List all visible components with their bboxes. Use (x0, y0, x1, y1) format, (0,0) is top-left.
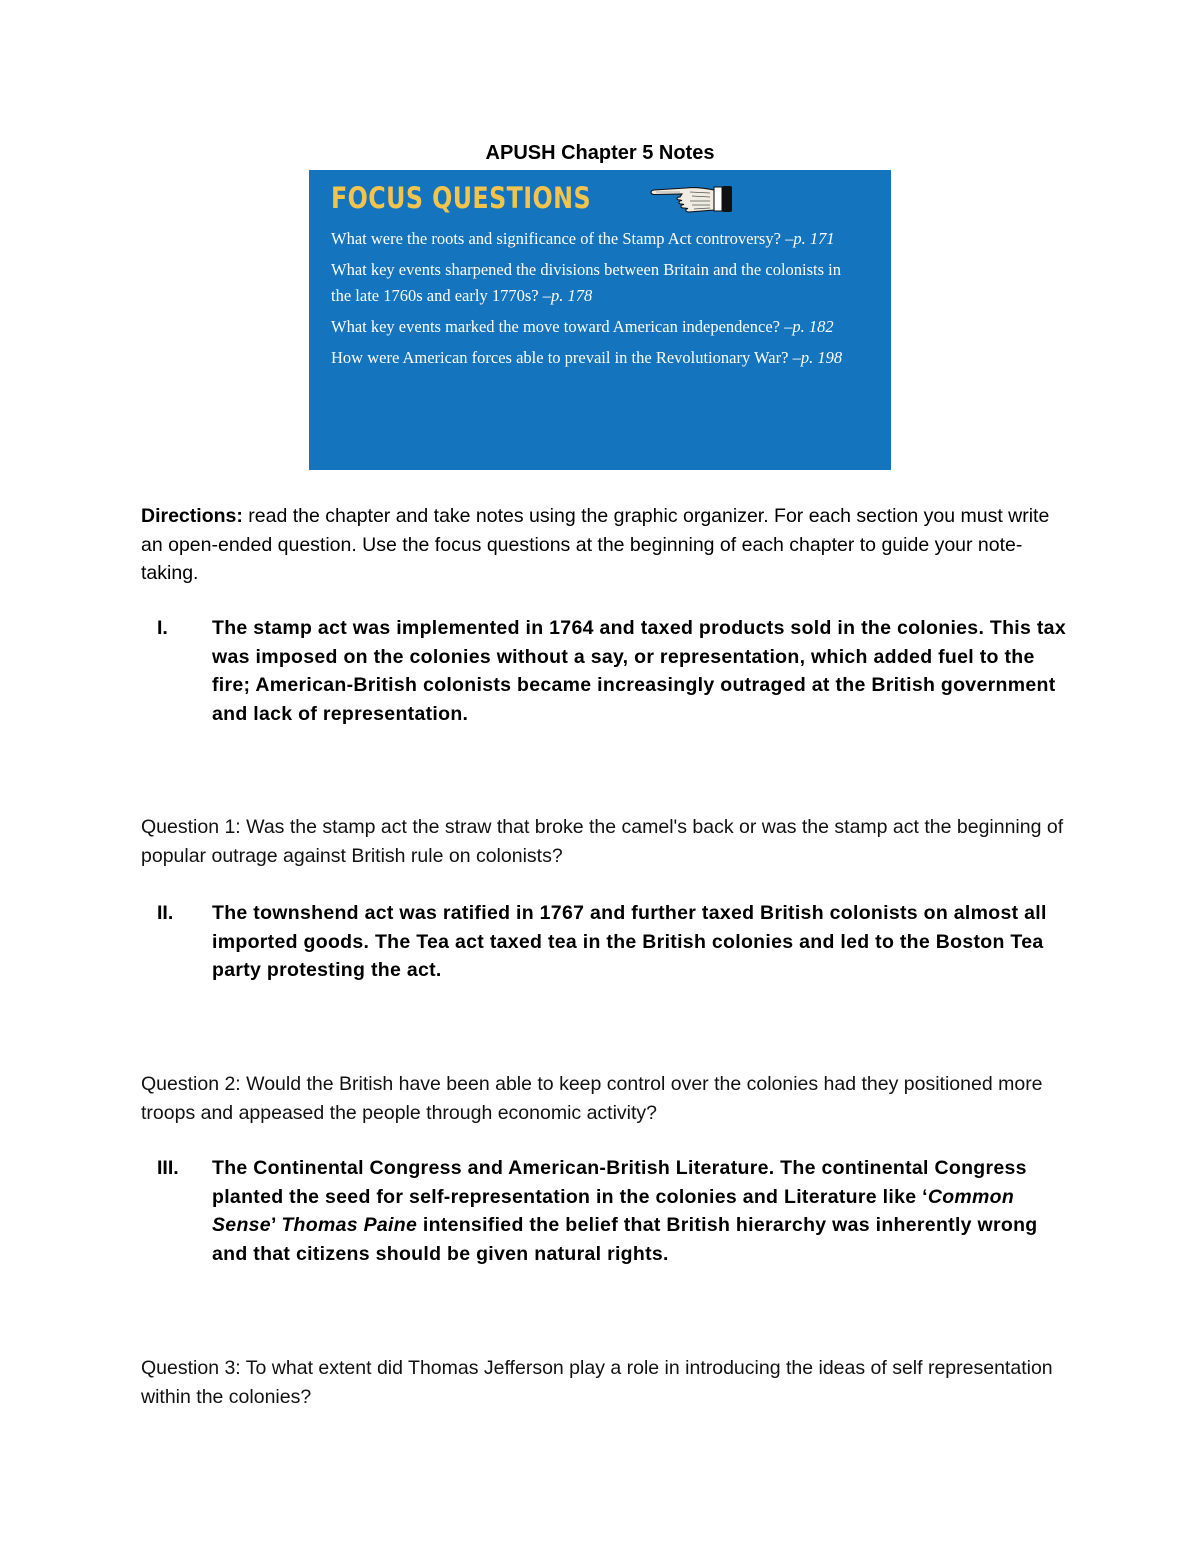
focus-question-list (331, 226, 869, 371)
page-reference: –p. 198 (792, 348, 843, 367)
focus-question-text: What were the roots and significance of the Stamp Act controversy? (331, 229, 786, 248)
page-title: APUSH Chapter 5 Notes (485, 142, 715, 164)
note-section-1 (141, 614, 1071, 728)
section-text (212, 1154, 1071, 1268)
section-text-part: intensified the belief that British hierarchy was inherently wrong and that citizens should be given natural rights. (212, 1214, 1038, 1265)
directions-label: Directions: (141, 505, 243, 527)
section-numeral: III. (157, 1157, 179, 1179)
focus-question-text: How were American forces able to prevail in the Revolutionary War? (331, 348, 793, 367)
pointing-hand-icon (642, 181, 734, 215)
focus-question-text: What key events sharpened the divisions between Britain and the colonists in the late 1760s and early 1770s? (331, 260, 842, 305)
focus-question-text: What key events marked the move toward American independence? (331, 317, 785, 336)
directions-text: read the chapter and take notes using the graphic organizer. For each section you must write an open-ended question. Use the focus questions at the beginning of each chapter to guide your note-taking. (141, 505, 1050, 584)
focus-question (331, 226, 869, 252)
question-3: Question 3: To what extent did Thomas Jefferson play a role in introducing the ideas of self representation within the colonies? (141, 1357, 1053, 1408)
italic-author: Thomas Paine (281, 1214, 418, 1236)
focus-header (331, 176, 869, 220)
page-reference: –p. 171 (785, 229, 835, 248)
section-text: The stamp act was implemented in 1764 and taxed products sold in the colonies. This tax was imposed on the colonies without a say, or representation, which added fuel to the fire; American-British colonists became increasingly outraged at the British government and lack of representation. (212, 617, 1066, 725)
note-section-2 (141, 899, 1071, 985)
focus-heading: FOCUS QUESTIONS (331, 181, 591, 215)
section-numeral: I. (157, 617, 168, 639)
section-text-part: ’ (270, 1214, 282, 1236)
question-1: Question 1: Was the stamp act the straw that broke the camel's back or was the stamp act the beginning of popular outrage against British rule on colonists? (141, 816, 1064, 867)
focus-question (331, 257, 869, 309)
focus-question (331, 314, 869, 340)
section-text: The townshend act was ratified in 1767 and further taxed British colonists on almost all imported goods. The Tea act taxed tea in the British colonies and led to the Boston Tea party protesting the act. (212, 902, 1047, 981)
focus-questions-box (309, 170, 891, 470)
section-text-part: The Continental Congress and American-British Literature. The continental Congress planted the seed for self-representation in the colonies and Literature like ‘ (212, 1157, 1027, 1208)
italic-title: Common Sense (212, 1185, 1015, 1236)
page-reference: –p. 182 (784, 317, 834, 336)
directions-paragraph (141, 502, 1071, 588)
page-reference: –p. 178 (542, 286, 593, 305)
note-section-3 (141, 1154, 1071, 1268)
focus-question (331, 345, 869, 371)
question-2: Question 2: Would the British have been able to keep control over the colonies had they positioned more troops and appeased the people through economic activity? (141, 1073, 1043, 1124)
section-numeral: II. (157, 902, 174, 924)
